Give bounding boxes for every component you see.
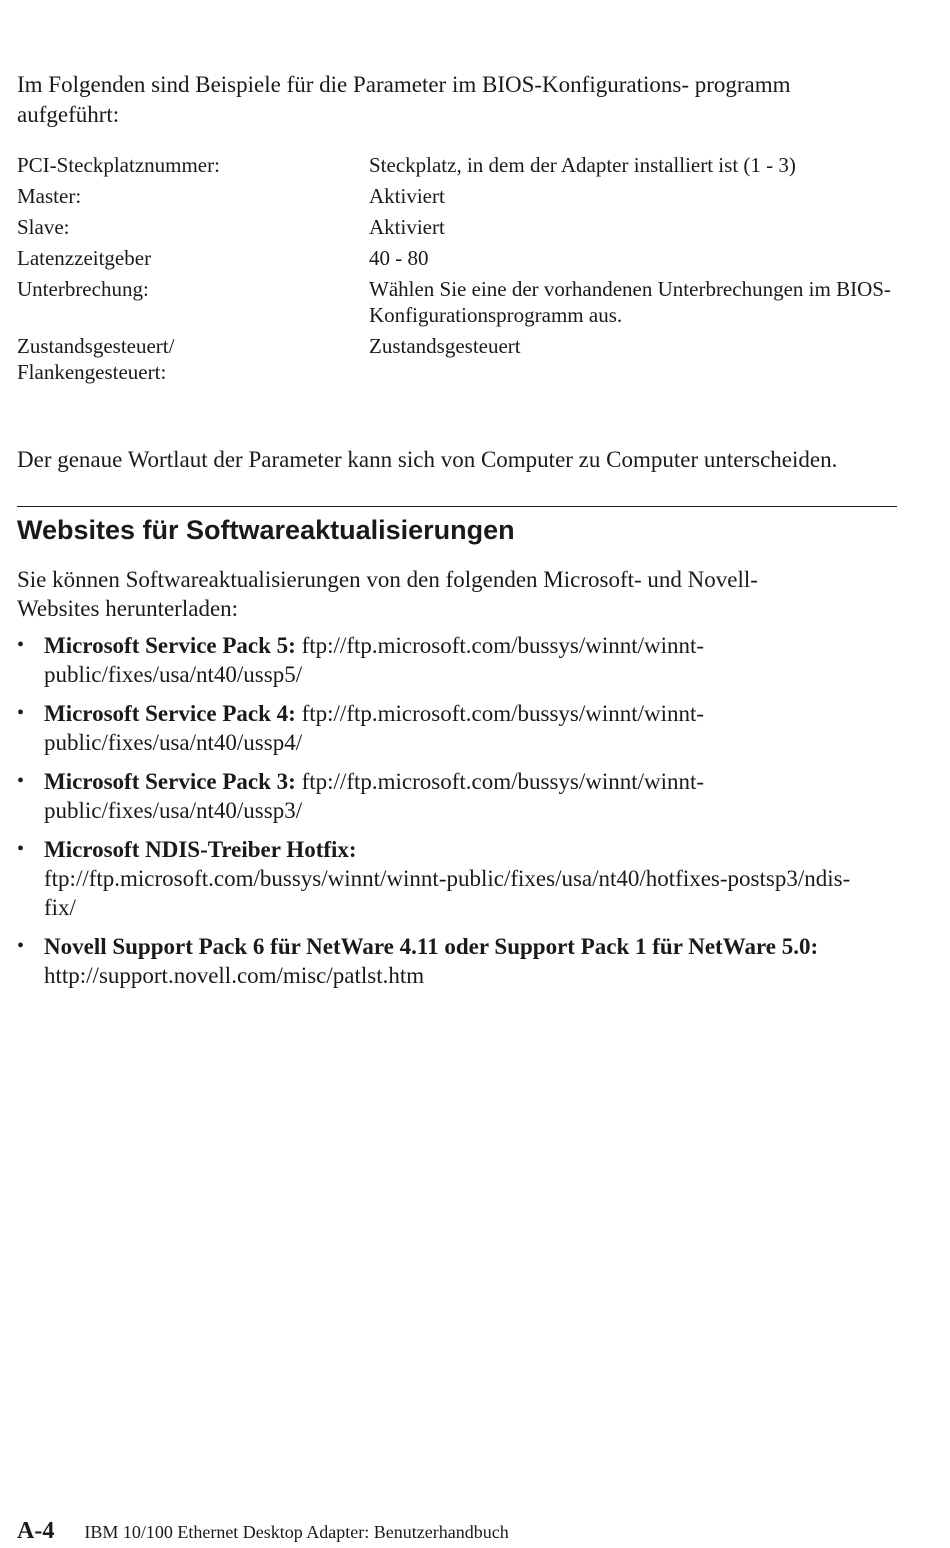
section-heading: Websites für Softwareaktualisierungen — [17, 515, 515, 545]
param-label: Slave: — [17, 215, 70, 239]
item-url-link[interactable]: ftp://ftp.microsoft.com/bussys/winnt/winnt-public/fixes/usa/nt40/ussp5/ — [44, 633, 705, 687]
list-item — [17, 835, 854, 922]
param-label: Unterbrechung: — [17, 277, 149, 301]
bios-parameter-list — [17, 152, 897, 385]
document-page — [17, 70, 897, 1000]
item-url-link[interactable]: ftp://ftp.microsoft.com/bussys/winnt/winnt-public/fixes/usa/nt40/ussp3/ — [44, 769, 705, 823]
page-number: A-4 — [17, 1518, 55, 1544]
item-url-link[interactable]: ftp://ftp.microsoft.com/bussys/winnt/winnt-public/fixes/usa/nt40/ussp4/ — [44, 701, 705, 755]
download-site-list — [17, 631, 897, 990]
section-divider — [17, 506, 897, 507]
item-label: Microsoft Service Pack 5: — [44, 633, 296, 658]
list-item — [17, 767, 854, 825]
param-value: Wählen Sie eine der vorhandenen Unterbrechungen im BIOS-Konfigurationsprogramm aus. — [369, 277, 891, 327]
book-title: IBM 10/100 Ethernet Desktop Adapter: Benutzerhandbuch — [84, 1522, 509, 1542]
param-row — [17, 333, 897, 385]
param-row — [17, 183, 897, 209]
item-label: Microsoft Service Pack 3: — [44, 769, 296, 794]
item-label: Microsoft NDIS-Treiber Hotfix: — [44, 837, 357, 862]
param-row — [17, 245, 897, 271]
intro-paragraph: Im Folgenden sind Beispiele für die Parameter im BIOS-Konfigurations- programm aufgeführt: — [17, 72, 791, 127]
param-row — [17, 276, 897, 328]
param-value: Aktiviert — [369, 215, 445, 239]
item-label: Novell Support Pack 6 für NetWare 4.11 oder Support Pack 1 für NetWare 5.0: — [44, 934, 819, 959]
param-label: Zustandsgesteuert/ Flankengesteuert: — [17, 334, 175, 384]
list-item — [17, 932, 854, 990]
list-item — [17, 699, 854, 757]
bullet-icon: • — [17, 838, 25, 860]
param-value: Aktiviert — [369, 184, 445, 208]
list-item — [17, 631, 854, 689]
bullet-icon: • — [17, 702, 25, 724]
item-url-link[interactable]: http://support.novell.com/misc/patlst.htm — [44, 963, 425, 988]
bullet-icon: • — [17, 634, 25, 656]
param-value: Zustandsgesteuert — [369, 334, 521, 358]
section-intro: Sie können Softwareaktualisierungen von den folgenden Microsoft- und Novell-Websites herunterladen: — [17, 567, 758, 621]
item-label: Microsoft Service Pack 4: — [44, 701, 296, 726]
param-value: 40 - 80 — [369, 246, 429, 270]
param-row — [17, 152, 897, 178]
bullet-icon: • — [17, 935, 25, 957]
page-footer — [17, 1518, 509, 1545]
note-paragraph: Der genaue Wortlaut der Parameter kann sich von Computer zu Computer unterscheiden. — [17, 447, 838, 472]
param-value: Steckplatz, in dem der Adapter installiert ist (1 - 3) — [369, 153, 796, 177]
param-label: Latenzzeitgeber — [17, 246, 152, 270]
param-label: Master: — [17, 184, 82, 208]
param-label: PCI-Steckplatznummer: — [17, 153, 220, 177]
param-row — [17, 214, 897, 240]
item-url-link[interactable]: ftp://ftp.microsoft.com/bussys/winnt/winnt-public/fixes/usa/nt40/hotfixes-postsp3/ndis-fix/ — [44, 866, 851, 920]
bullet-icon: • — [17, 770, 25, 792]
